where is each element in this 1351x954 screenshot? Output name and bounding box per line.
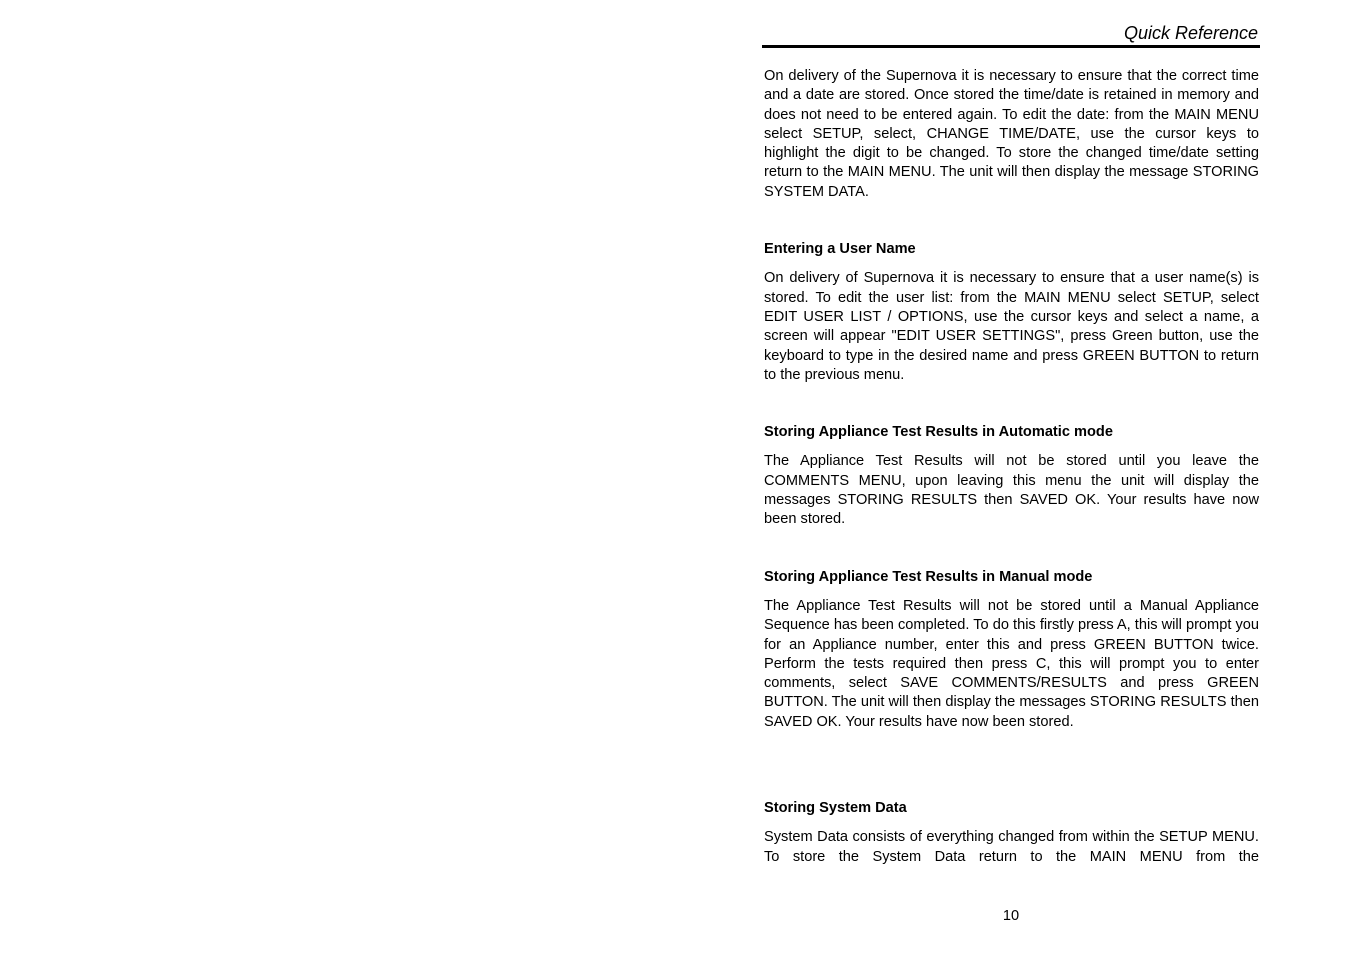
section-heading-system-data: Storing System Data [764,800,907,817]
page-header-title: Quick Reference [1123,23,1258,43]
section-body-system-data: System Data consists of everything changed from within the SETUP MENU. To store the System Data return to the MAIN MENU from the [764,829,1259,865]
section-body-user-name: On delivery of Supernova it is necessary to ensure that a user name(s) is stored. To edit the user list: from the MAIN MENU select SETUP, select EDIT USER LIST / OPTIONS, use the cursor keys and select a name, a screen will appear "EDIT USER SETTINGS", press Green button, use the keyboard to type in the desired name and press GREEN BUTTON to return to the previous menu. [764,270,1259,383]
section-body-manual-mode: The Appliance Test Results will not be stored until a Manual Appliance Sequence has been completed. To do this firstly press A, this will prompt you for an Appliance number, enter this and press GREEN BUTTON twice. Perform the tests required then press C, this will prompt you to enter comments, select SAVE COMMENTS/RESULTS and press GREEN BUTTON. The unit will then display the messages STORING RESULTS then SAVED OK. Your results have now been stored. [764,597,1259,730]
document-page [762,0,1260,954]
section-body-automatic-mode: The Appliance Test Results will not be stored until you leave the COMMENTS MENU, upon leaving this menu the unit will display the messages STORING RESULTS then SAVED OK. Your results have now been stored. [764,453,1259,528]
header-divider [762,45,1260,48]
section-heading-automatic-mode: Storing Appliance Test Results in Automatic mode [764,424,1113,441]
section-heading-manual-mode: Storing Appliance Test Results in Manual mode [764,568,1093,585]
page-number: 10 [1002,908,1020,924]
page-content [764,67,1259,867]
intro-paragraph: On delivery of the Supernova it is necessary to ensure that the correct time and a date are stored. Once stored the time/date is retained in memory and does not need to be entered again. To edit the date: from the MAIN MENU select SETUP, select, CHANGE TIME/DATE, use the cursor keys to highlight the digit to be changed. To store the changed time/date setting return to the MAIN MENU. The unit will then display the message STORING SYSTEM DATA. [764,68,1259,200]
section-heading-user-name: Entering a User Name [764,241,916,258]
